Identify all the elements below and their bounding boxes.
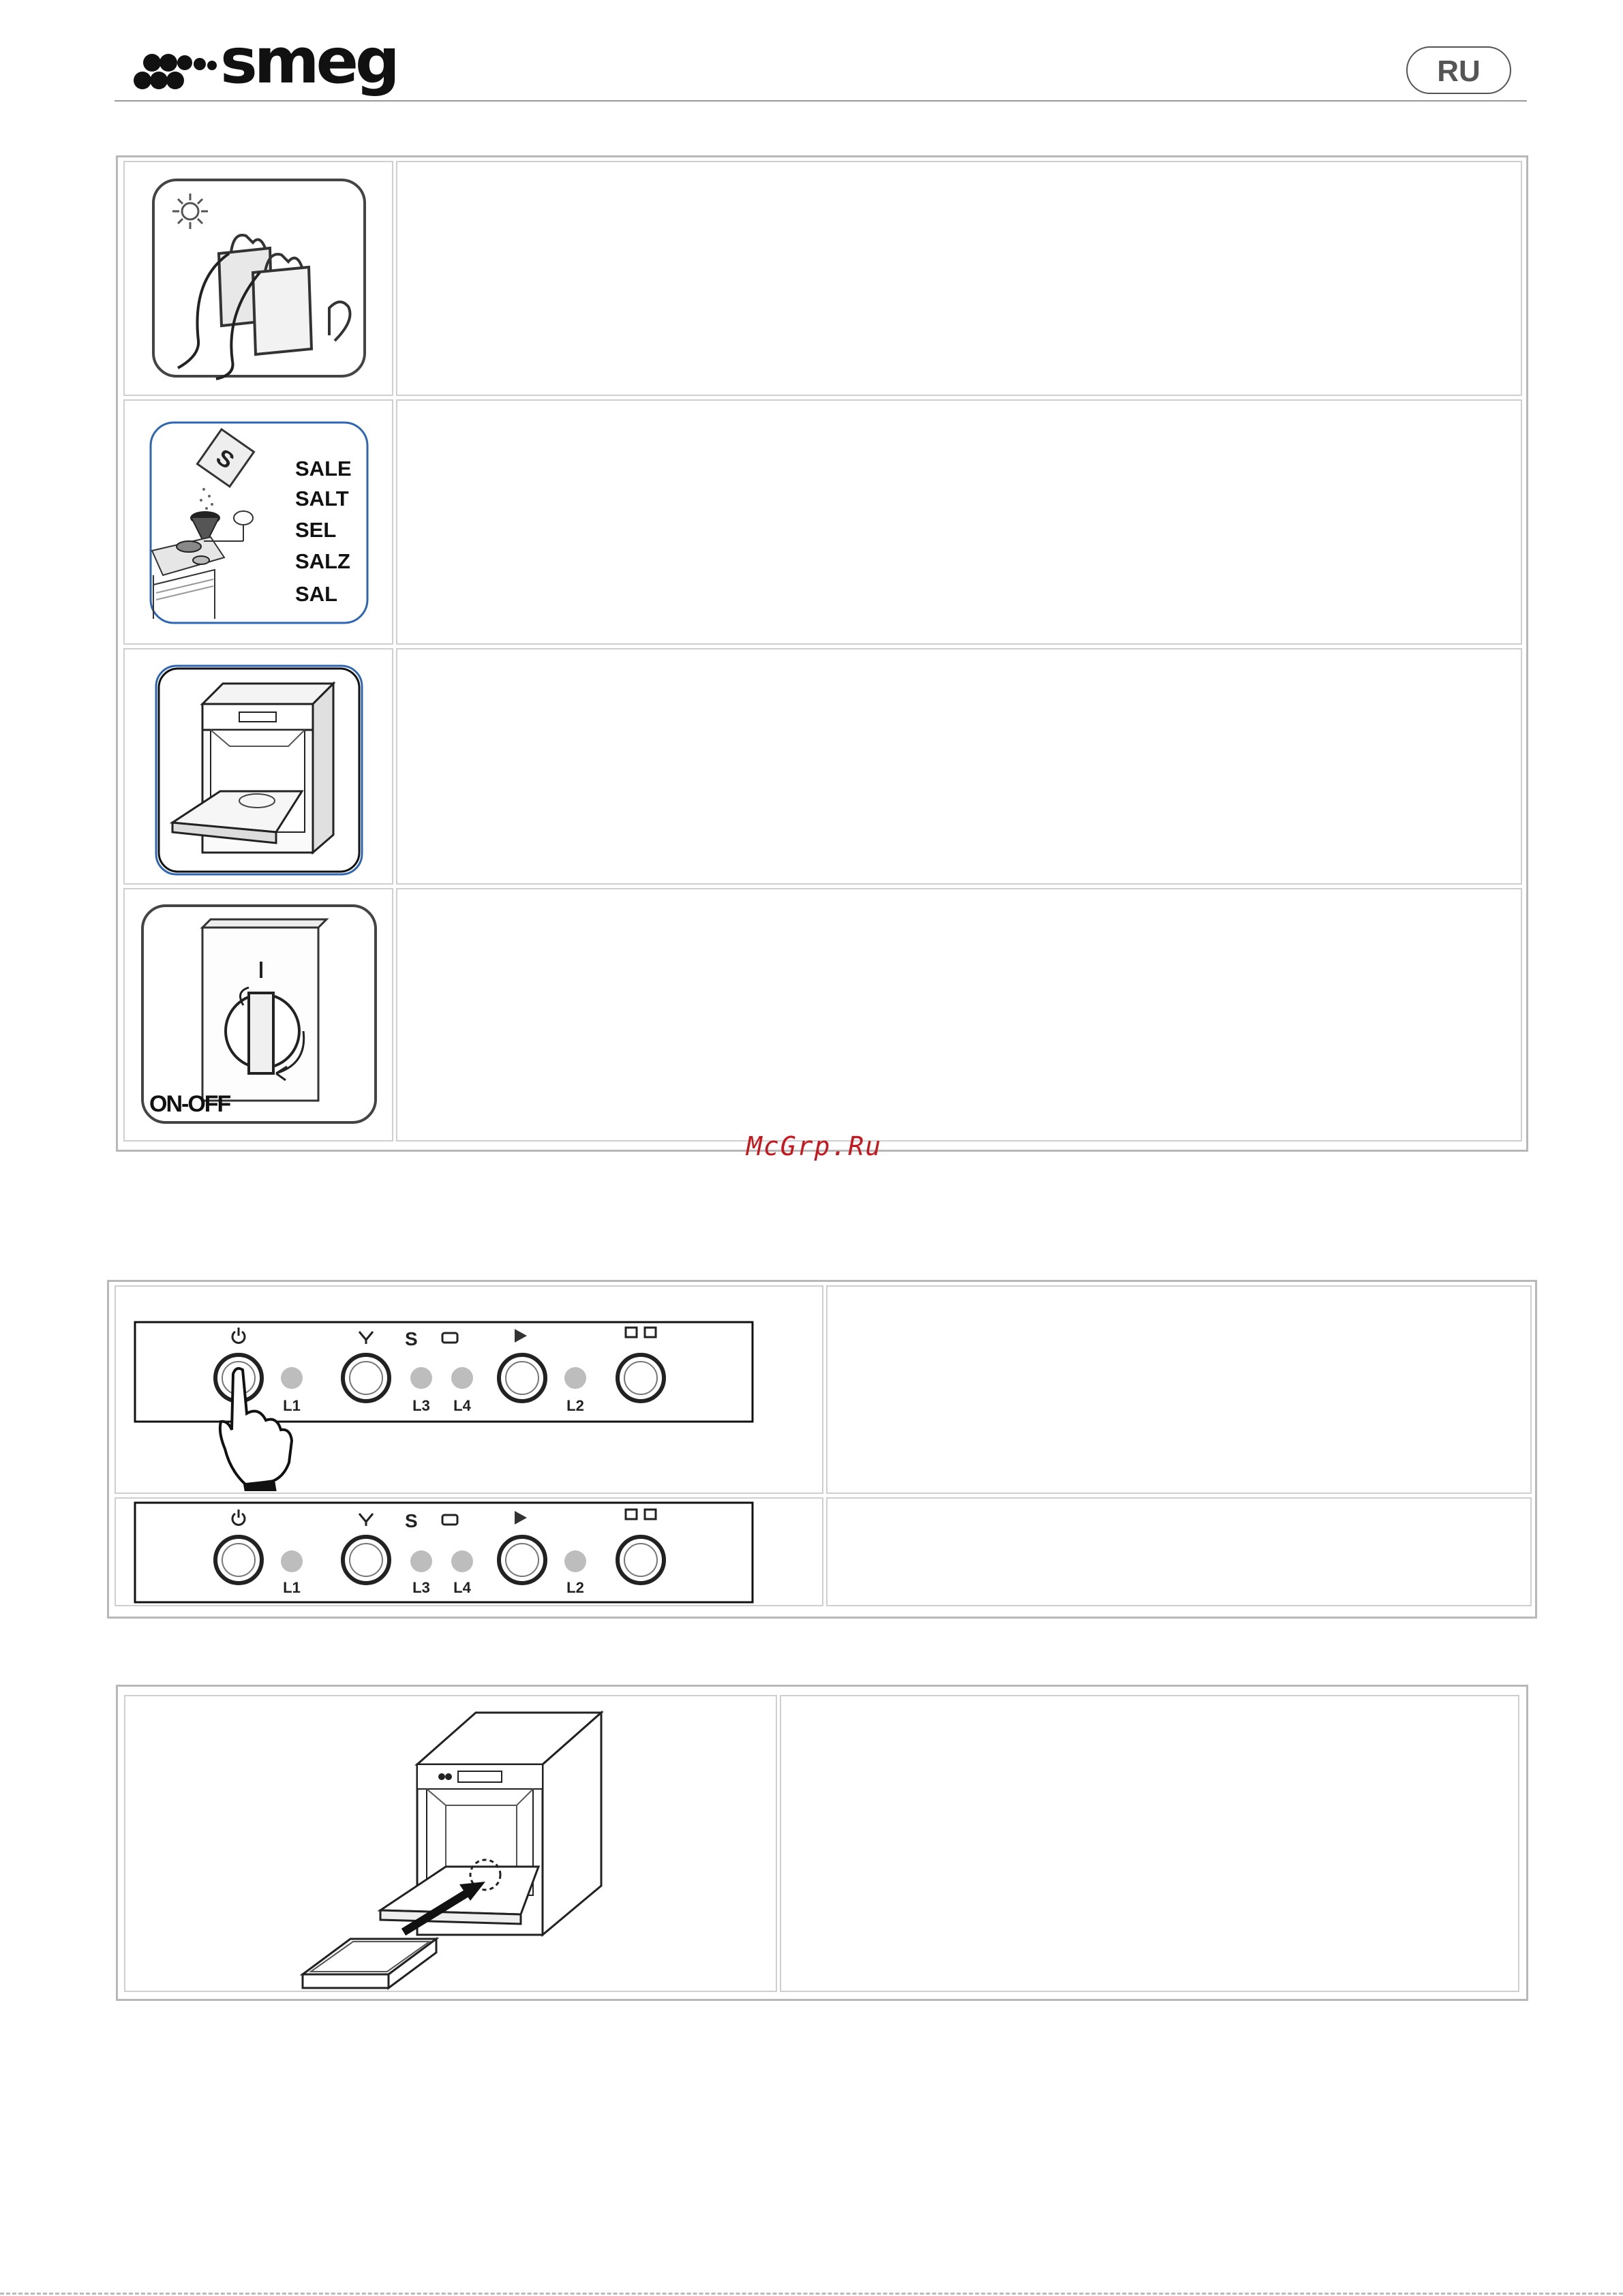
dishwasher-open-door-icon [155, 664, 363, 877]
basket-text-cell [780, 1695, 1519, 1992]
row-1-image-cell [123, 161, 393, 396]
panel-row-1-text-cell [826, 1285, 1532, 1494]
salt-label-5: SAL [295, 582, 337, 606]
basket-insert-illustration [125, 1696, 778, 1993]
on-off-label: ON-OFF [149, 1091, 230, 1117]
led-label-l4: L4 [453, 1579, 471, 1596]
led-label-l1: L1 [283, 1579, 301, 1596]
salt-label-4: SALZ [295, 549, 350, 573]
panel-row-1-image-cell [115, 1285, 823, 1494]
salt-label-1: SALE [295, 457, 352, 480]
salt-label-3: SEL [295, 518, 337, 542]
led-label-l3: L3 [412, 1397, 430, 1414]
power-switch-icon [140, 903, 378, 1125]
header-divider [115, 100, 1527, 102]
svg-text:S: S [405, 1328, 418, 1349]
bottom-border [0, 2293, 1623, 2295]
led-label-l2: L2 [566, 1397, 584, 1414]
led-label-l3: L3 [412, 1579, 430, 1596]
panel-row-2-text-cell [826, 1497, 1532, 1606]
salt-label-2: SALT [295, 487, 349, 510]
salt-refill-icon [149, 421, 369, 624]
panel-row-2-image-cell [115, 1497, 823, 1606]
brand-logo [133, 25, 397, 101]
control-panel-pressed-illustration [116, 1287, 825, 1491]
row-4-text-cell [396, 888, 1522, 1142]
svg-text:S: S [405, 1510, 418, 1531]
row-4-image-cell [123, 888, 393, 1142]
logo-dots-icon [133, 40, 222, 101]
control-panel-illustration [116, 1499, 825, 1605]
row-3-image-cell [123, 648, 393, 885]
power-supply-icon [151, 177, 369, 382]
led-label-l4: L4 [453, 1397, 471, 1414]
instruction-table [116, 155, 1528, 1152]
row-2-text-cell [396, 399, 1522, 645]
control-panel-table [107, 1280, 1537, 1619]
row-3-text-cell [396, 648, 1522, 885]
led-label-l2: L2 [566, 1579, 584, 1596]
row-1-text-cell [396, 161, 1522, 396]
language-badge: RU [1406, 46, 1511, 94]
basket-image-cell [124, 1695, 777, 1992]
led-label-l1: L1 [283, 1397, 301, 1414]
watermark: McGrp.Ru [746, 1131, 883, 1161]
basket-table [116, 1685, 1528, 2001]
brand-name: smeg [220, 25, 397, 97]
row-2-image-cell [123, 399, 393, 645]
svg-text:S: S [211, 444, 239, 474]
